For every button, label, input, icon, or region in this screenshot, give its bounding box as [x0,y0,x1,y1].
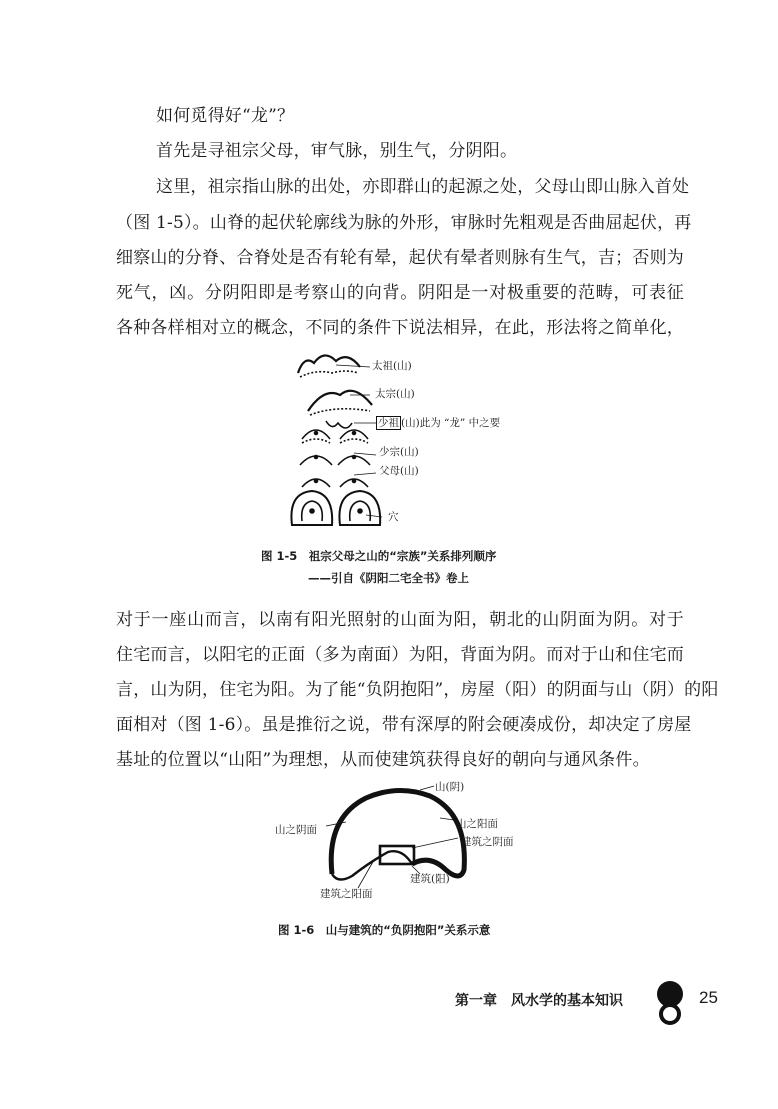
label-shan-zhi-yinmian: 山之阴面 [275,824,317,836]
text-line: 住宅而言，以阳宅的正面（多为南面）为阳，背面为阴。而对于山和住宅而 [116,645,684,665]
text-line: （图 1-5）。山脊的起伏轮廓线为脉的外形，审脉时先粗观是否曲屈起伏，再 [116,213,692,233]
label-taizu: 太祖(山) [372,360,412,372]
figure-1-6-caption: 图 1-6 山与建筑的“负阴抱阳”关系示意 [278,923,491,937]
figure-1-6-drawing [318,778,478,898]
label-shaozu-boxed: 少祖 [378,417,399,429]
chapter-ornament-icon [653,980,687,1024]
label-shaozong: 少宗(山) [379,446,419,458]
label-shaozu-rest: (山)此为 “龙” 中之要 [401,417,501,429]
label-shan-zhi-yangmian: 山之阳面 [456,818,498,830]
figure-1-5-caption: 图 1-5 祖宗父母之山的“宗族”关系排列顺序 [261,549,497,563]
text-line: 面相对（图 1-6）。虽是推衍之说，带有深厚的附会硬凑成份，却决定了房屋 [116,715,692,735]
text-line: 死气，凶。分阴阳即是考察山的向背。阴阳是一对极重要的范畴，可表征 [116,283,684,303]
text-line: 这里，祖宗指山脉的出处，亦即群山的起源之处，父母山即山脉入首处 [156,177,690,197]
label-jianzhu-zhi-yinmian: 建筑之阴面 [461,836,514,848]
label-fumu: 父母(山) [379,465,419,477]
figure-1-5-source: ——引自《阴阳二宅全书》卷上 [308,571,469,585]
label-taizong: 太宗(山) [375,388,415,400]
text-line: 各种各样相对立的概念，不同的条件下说法相异，在此，形法将之简单化， [116,318,684,338]
label-shan-yin: 山(阴) [435,781,465,793]
chapter-title: 第一章 风水学的基本知识 [455,993,623,1009]
label-jianzhu-zhi-yangmian: 建筑之阳面 [320,888,373,900]
paragraph-first: 首先是寻祖宗父母，审气脉，别生气，分阴阳。 [156,141,518,161]
text-line: 对于一座山而言，以南有阳光照射的山面为阳，朝北的山阴面为阴。对于 [116,610,684,630]
label-shaozu [376,415,500,430]
label-jianzhu-yang: 建筑(阳) [410,873,450,885]
paragraph-question: 如何觅得好“龙”？ [156,106,295,126]
text-line: 言，山为阴，住宅为阳。为了能“负阴抱阳”，房屋（阳）的阴面与山（阴）的阳 [116,680,719,700]
label-xue: 穴 [388,511,399,523]
page-footer [455,986,718,1026]
text-line: 细察山的分脊、合脊处是否有轮有晕，起伏有晕者则脉有生气，吉；否则为 [116,248,684,268]
page-number: 25 [699,988,718,1007]
text-line: 基址的位置以“山阳”为理想，从而使建筑获得良好的朝向与通风条件。 [116,750,650,770]
